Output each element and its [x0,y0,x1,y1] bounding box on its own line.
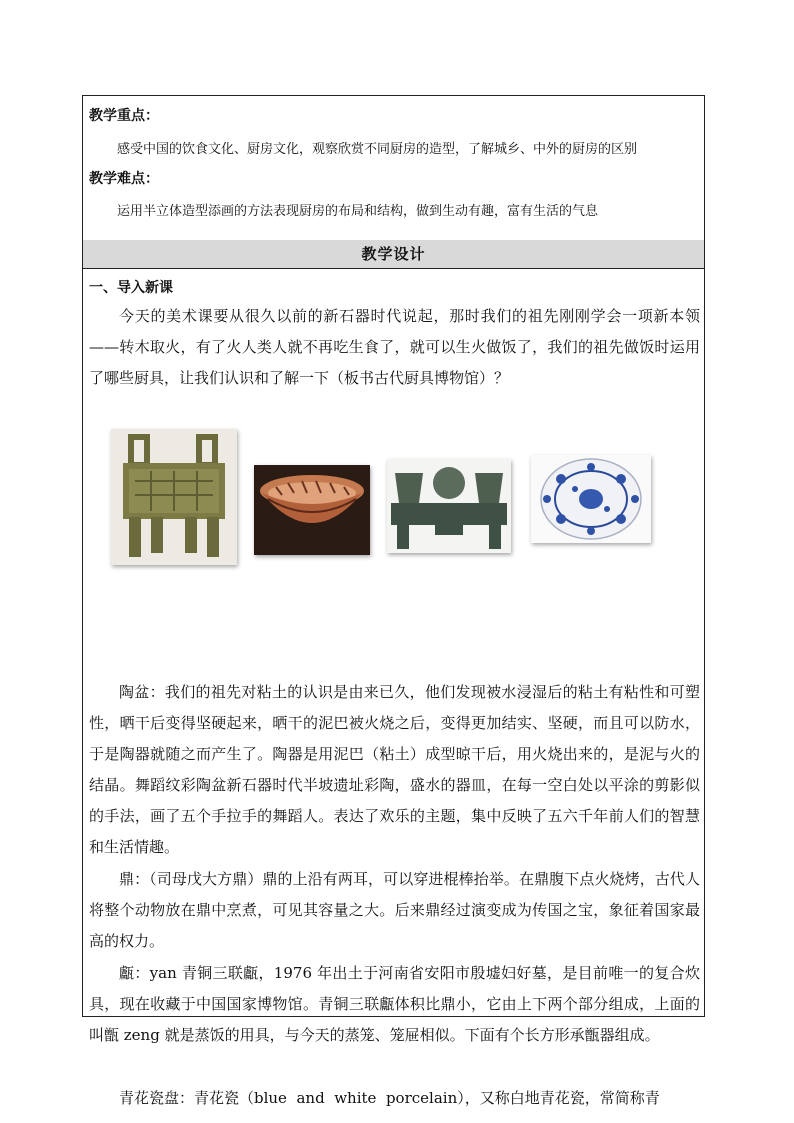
objectives-cell [83,96,704,241]
difficulty-text: 运用半立体造型添画的方法表现厨房的布局和结构，做到生动有趣，富有生活的气息 [117,204,599,219]
document-table [82,95,705,1107]
design-header [83,240,704,269]
bronze-yan-image [387,459,511,553]
focus-label: 教学重点： [89,108,159,124]
bronze-ding-image [111,429,237,565]
yan-paragraph: 甗：yan 青铜三联甗，1976 年出土于河南省安阳市殷墟妇好墓，是目前唯一的复合炊具，现在收藏于中国国家博物馆。青铜三联甗体积比鼎小，它由上下两个部分组成，上面的叫甑 zeng 就是蒸饭的用具，与今天的蒸笼、笼屉相似。下面有个长方形承甑器组成。 [89,964,700,1044]
difficulty-label: 教学难点： [89,171,159,187]
ding-paragraph: 鼎：（司母戊大方鼎）鼎的上沿有两耳，可以穿进棍棒抬举。在鼎腹下点火烧烤，古代人将整个动物放在鼎中烹煮，可见其容量之大。后来鼎经过演变成为传国之宝，象征着国家最高的权力。 [89,870,700,950]
blue-white-plate-image [531,455,651,543]
design-header-title: 教学设计 [361,245,426,263]
section-title: 一、导入新课 [89,280,173,296]
focus-text: 感受中国的饮食文化、厨房文化，观察欣赏不同厨房的造型，了解城乡、中外的厨房的区别 [117,142,638,157]
pottery-paragraph: 陶盆：我们的祖先对粘土的认识是由来已久，他们发现被水浸湿后的粘土有粘性和可塑性，晒干后变得坚硬起来，晒干的泥巴被火烧之后，变得更加结实、坚硬，而且可以防水，于是陶器就随之而产生了。陶器是用泥巴（粘土）成型晾干后，用火烧出来的，是泥与火的结晶。舞蹈纹彩陶盆新石器时代半坡遗址彩陶，盛水的器皿，在每一空白处以平涂的剪影似的手法，画了五个手拉手的舞蹈人。表达了欢乐的主题，集中反映了五六千年前人们的智慧和生活情趣。 [89,683,700,856]
pottery-basin-image [254,465,370,555]
porcelain-paragraph: 青花瓷盘：青花瓷（blue and white porcelain），又称白地青花瓷，常简称青 [119,1089,660,1107]
intro-paragraph: 今天的美术课要从很久以前的新石器时代说起，那时我们的祖先刚刚学会一项新本领——转木取火，有了火人类人就不再吃生食了，就可以生火做饭了，我们的祖先做饭时运用了哪些厨具，让我们认识和了解一下（板书古代厨具博物馆）？ [89,307,700,387]
